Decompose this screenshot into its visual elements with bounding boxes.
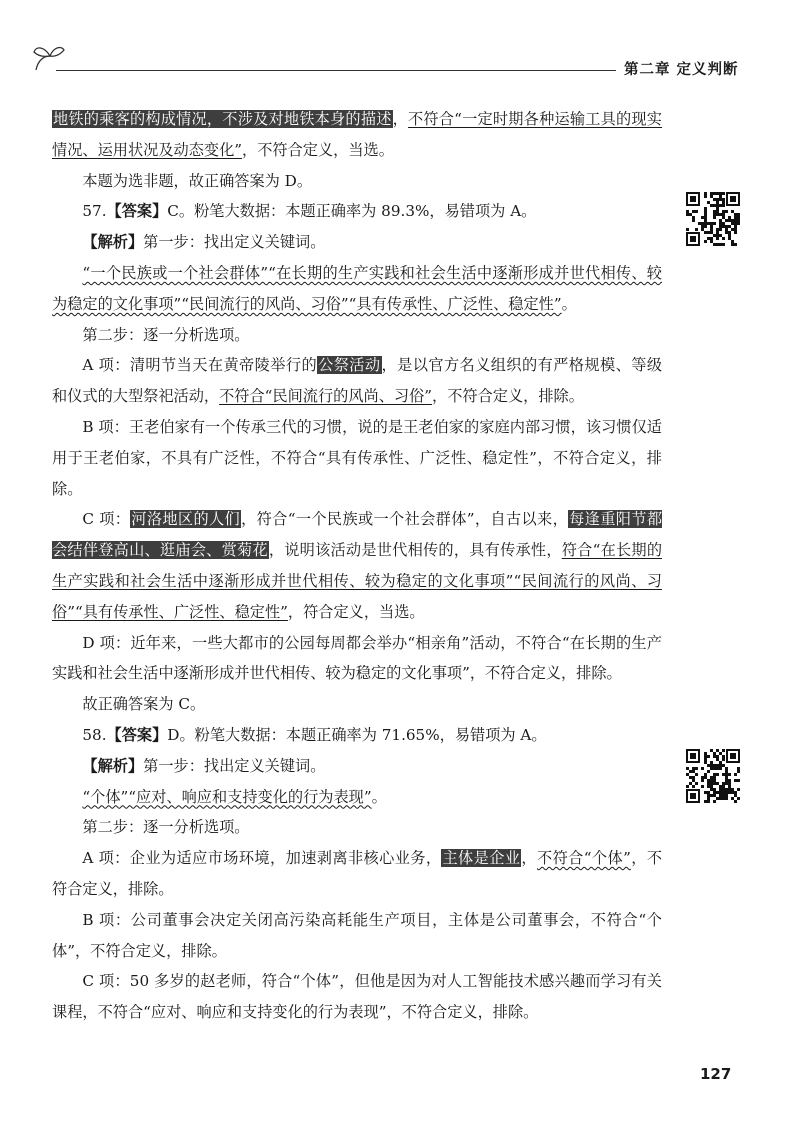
answer-58: 58.【答案】D。粉笔大数据：本题正确率为 71.65%，易错项为 A。 — [82, 725, 547, 744]
page-body — [52, 104, 662, 1028]
paragraph: “个体”“应对、响应和支持变化的行为表现”。 — [82, 787, 387, 806]
header-rule — [56, 70, 616, 71]
option-d: D 项：近年来，一些大都市的公园每周都会举办“相亲角”活动，不符合“在长期的生产实践和社会生活中逐渐形成并世代相传、较为稳定的文化事项”，不符合定义，排除。 — [52, 633, 662, 683]
option-a: A 项：企业为适应市场环境，加速剥离非核心业务，主体是企业，不符合“个体”，不符合定义，排除。 — [52, 849, 663, 898]
leaf-icon — [30, 38, 70, 78]
option-a: A 项：清明节当天在黄帝陵举行的公祭活动，是以官方名义组织的有严格规模、等级和仪式的大型祭祀活动，不符合“民间流行的风尚、习俗”，不符合定义，排除。 — [52, 356, 663, 406]
underlined-text: 不符合“个体” — [537, 849, 631, 868]
paragraph: 第二步：逐一分析选项。 — [82, 818, 250, 837]
answer-label: 【答案】 — [106, 202, 168, 221]
option-c: C 项：河洛地区的人们，符合“一个民族或一个社会群体”，自古以来，每逢重阳节都会结伴登高山、逛庙会、赏菊花，说明该活动是世代相传的，具有传承性，符合“在长期的生产实践和社会生活中逐渐形成并世代相传、较为稳定的文化事项”“民间流行的风尚、习俗”“具有传承性、广泛性、稳定性”，符合定义，当选。 — [52, 510, 663, 621]
paragraph: 本题为选非题，故正确答案为 D。 — [82, 171, 313, 190]
answer-57: 57.【答案】C。粉笔大数据：本题正确率为 89.3%，易错项为 A。 — [82, 202, 537, 221]
paragraph: 地铁的乘客的构成情况，不涉及对地铁本身的描述，不符合“一定时期各种运输工具的现实情况、运用状况及动态变化”，不符合定义，当选。 — [52, 110, 662, 159]
highlight: 公祭活动 — [318, 356, 381, 375]
highlight: 地铁的乘客的构成情况，不涉及对地铁本身的描述 — [53, 110, 392, 128]
analysis-57: 【解析】第一步：找出定义关键词。 — [82, 233, 326, 252]
analysis-58: 【解析】第一步：找出定义关键词。 — [82, 756, 326, 775]
chapter-title: 第二章 定义判断 — [624, 62, 739, 78]
paragraph: 故正确答案为 C。 — [82, 695, 206, 714]
page-number: 127 — [700, 1065, 732, 1083]
underlined-text: 不符合“民间流行的风尚、习俗” — [219, 387, 433, 406]
underlined-text: 不符合“一定时期各种运输工具的现实情况、运用状况及动态变化” — [52, 110, 662, 159]
option-b: B 项：王老伯家有一个传承三代的习惯，说的是王老伯家的家庭内部习惯，该习惯仅适用于王老伯家，不具有广泛性，不符合“具有传承性、广泛性、稳定性”，不符合定义，排除。 — [52, 417, 662, 498]
option-c: C 项：50 多岁的赵老师，符合“个体”，但他是因为对人工智能技术感兴趣而学习有关课程，不符合“应对、响应和支持变化的行为表现”，不符合定义，排除。 — [52, 972, 662, 1022]
keywords: “个体”“应对、响应和支持变化的行为表现” — [82, 787, 372, 806]
highlight: 主体是企业 — [442, 849, 521, 868]
underlined-text: 符合“在长期的生产实践和社会生活中逐渐形成并世代相传、较为稳定的文化事项”“民间流行的风尚、习俗”“具有传承性、广泛性、稳定性” — [52, 541, 663, 621]
highlight: 河洛地区的人们 — [131, 510, 241, 529]
answer-label: 【答案】 — [106, 725, 168, 744]
page-header — [30, 38, 770, 84]
option-b: B 项：公司董事会决定关闭高污染高耗能生产项目，主体是公司董事会，不符合“个体”，不符合定义，排除。 — [52, 910, 662, 960]
analysis-label: 【解析】 — [82, 233, 144, 252]
analysis-label: 【解析】 — [82, 756, 144, 775]
qr-code-icon — [684, 747, 742, 805]
qr-code-icon — [684, 190, 742, 248]
highlight: 每逢重阳节都会结伴登高山、逛庙会、赏菊花 — [52, 510, 663, 560]
keywords: “一个民族或一个社会群体”“在长期的生产实践和社会生活中逐渐形成并世代相传、较为稳定的文化事项”“民间流行的风尚、习俗”“具有传承性、广泛性、稳定性” — [52, 263, 662, 313]
paragraph: 第二步：逐一分析选项。 — [82, 325, 250, 344]
paragraph: “一个民族或一个社会群体”“在长期的生产实践和社会生活中逐渐形成并世代相传、较为稳定的文化事项”“民间流行的风尚、习俗”“具有传承性、广泛性、稳定性”。 — [52, 263, 662, 313]
